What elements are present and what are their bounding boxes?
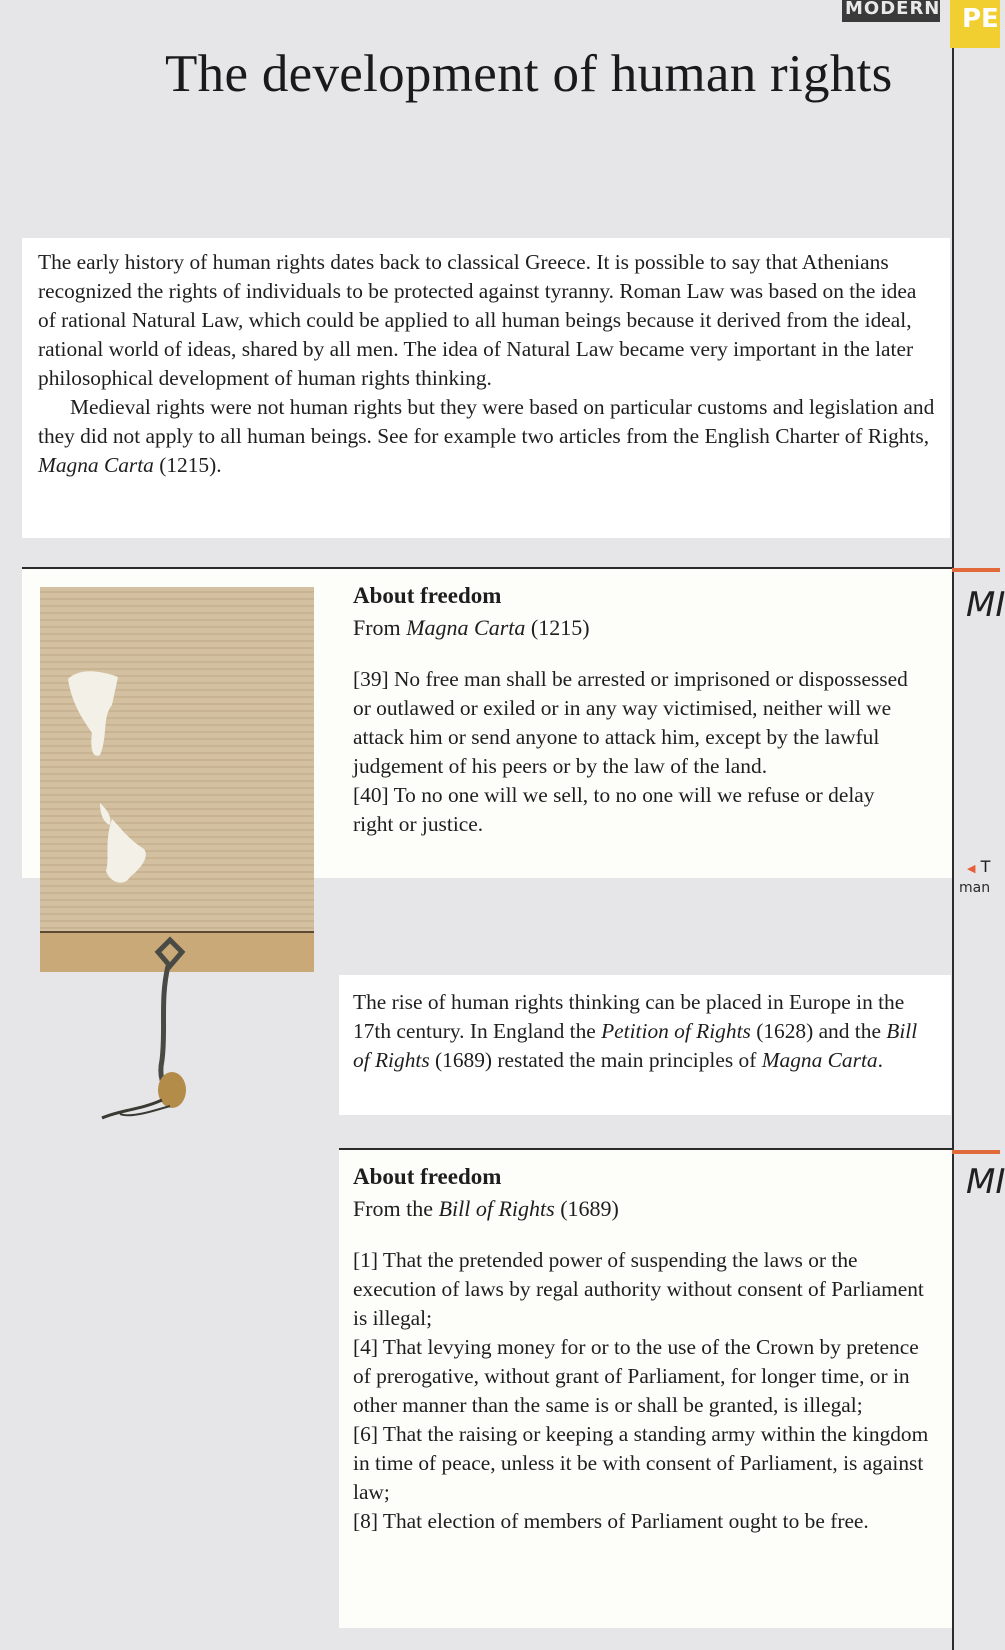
corner-glyph: PE: [962, 4, 999, 34]
margin-accent-rule: [952, 1150, 1000, 1154]
bill-of-rights-quote-box: [339, 1148, 952, 1628]
margin-note: ◀ T: [967, 857, 991, 876]
page-title: The development of human rights: [165, 45, 893, 103]
article-39: [39] No free man shall be arrested or imprisoned or dispossessed or outlawed or exiled or in any way victimised, neither will we attack him or send anyone to attack him, except by the lawful judgement of his peers or by the law of the land.: [353, 667, 908, 778]
article-40: [40] To no one will we sell, to no one will we refuse or delay right or justice.: [353, 783, 875, 836]
wax-seal-cord-image: [100, 940, 310, 1140]
intro-text-block: [22, 238, 950, 538]
box-source: From the Bill of Rights (1689): [353, 1196, 619, 1221]
box-heading: About freedom: [353, 583, 502, 608]
intro-paragraph-1: The early history of human rights dates back to classical Greece. It is possible to say that Athenians recognized the rights of individuals to be protected against tyranny. Roman Law was based on the idea of rational Natural Law, which could be applied to all human beings because it derived from the ideal, rational world of ideas, shared by all men. The idea of Natural Law became very important in the later philosophical development of human rights thinking.: [38, 250, 917, 390]
magna-carta-parchment-image: [40, 587, 314, 972]
triangle-marker-icon: ◀: [967, 862, 976, 875]
corner-label: MODERN: [845, 0, 941, 19]
rise-of-rights-text: [339, 975, 951, 1115]
margin-label: MI: [966, 1162, 1005, 1202]
page-edge-rule: [952, 0, 954, 1650]
box-source: From Magna Carta (1215): [353, 615, 590, 640]
rise-paragraph: The rise of human rights thinking can be placed in Europe in the 17th century. In England the Petition of Rights (1628) and the Bill of Rights (1689) restated the main principles of Magna Carta.: [353, 990, 918, 1072]
article-1: [1] That the pretended power of suspending the laws or the execution of laws by regal authority without consent of Parliament is illegal;: [353, 1248, 924, 1330]
article-8: [8] That election of members of Parliament ought to be free.: [353, 1509, 869, 1533]
article-4: [4] That levying money for or to the use of the Crown by pretence of prerogative, without grant of Parliament, for longer time, or in other manner than the same is or shall be granted, is illegal;: [353, 1335, 919, 1417]
margin-label: MI: [966, 585, 1005, 625]
margin-note-word: man: [959, 880, 991, 896]
article-6: [6] That the raising or keeping a standing army within the kingdom in time of peace, unless it be with consent of Parliament, is against law;: [353, 1422, 929, 1504]
intro-paragraph-2: Medieval rights were not human rights but they were based on particular customs and legislation and they did not apply to all human beings. See for example two articles from the English Charter of Rights, Magna Carta (1215).: [38, 395, 935, 477]
box-heading: About freedom: [353, 1164, 502, 1189]
margin-accent-rule: [952, 568, 1000, 572]
